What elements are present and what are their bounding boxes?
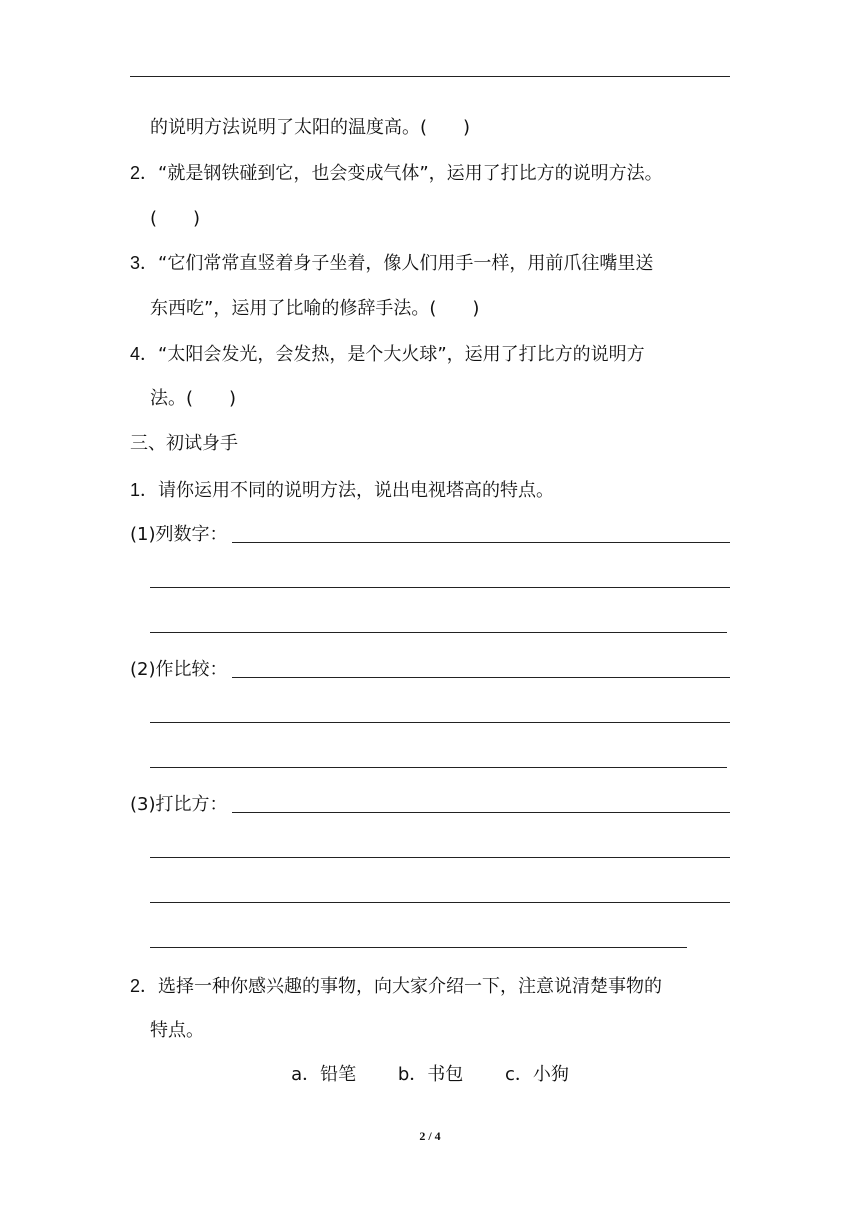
- statement-4-continuation: [150, 386, 236, 412]
- question-2: [130, 973, 662, 1000]
- answer-line[interactable]: [150, 767, 727, 768]
- statement-1-continuation: [150, 115, 470, 141]
- answer-line[interactable]: [232, 677, 730, 678]
- paren-close: ): [463, 117, 471, 138]
- statement-text: “太阳会发光，会发热，是个大火球”，运用了打比方的说明方: [158, 344, 645, 365]
- question-text: 选择一种你感兴趣的事物，向大家介绍一下，注意说清楚事物的: [158, 976, 663, 997]
- question-1: [130, 477, 554, 504]
- item-number: 2．: [130, 976, 159, 996]
- answer-line[interactable]: [150, 722, 730, 723]
- page-number: 2 / 4: [419, 1129, 441, 1143]
- statement-2: [130, 160, 663, 187]
- statement-text: “就是钢铁碰到它，也会变成气体”，运用了打比方的说明方法。: [158, 163, 663, 184]
- option-b: b．书包: [397, 1064, 464, 1085]
- option-c: c．小狗: [505, 1064, 569, 1085]
- section-heading: 三、初试身手: [130, 433, 238, 454]
- statement-3: [130, 250, 653, 277]
- answer-line[interactable]: [150, 947, 687, 948]
- answer-line[interactable]: [232, 812, 730, 813]
- item-number: 2．: [130, 163, 159, 183]
- sub-question-2-label: (2)作比较：: [130, 659, 228, 680]
- sub-question-3-label: (3)打比方：: [130, 794, 228, 815]
- answer-line[interactable]: [150, 632, 727, 633]
- item-number: 4．: [130, 344, 159, 364]
- statement-3-continuation: [150, 296, 479, 322]
- statement-text: 东西吃”，运用了比喻的修辞手法。(: [150, 298, 437, 319]
- item-number: 1．: [130, 480, 159, 500]
- paren-close: ): [229, 388, 237, 409]
- statement-text: 的说明方法说明了太阳的温度高。(: [150, 117, 428, 138]
- statement-text: 法。(: [150, 388, 194, 409]
- question-2-continuation: 特点。: [150, 1020, 204, 1041]
- option-a: a．铅笔: [291, 1064, 357, 1085]
- answer-line[interactable]: [232, 542, 730, 543]
- statement-4: [130, 341, 645, 368]
- answer-line[interactable]: [150, 857, 730, 858]
- item-number: 3．: [130, 253, 159, 273]
- option-list: [0, 1062, 860, 1088]
- paren-open: (: [150, 208, 158, 229]
- answer-line[interactable]: [150, 587, 730, 588]
- question-text: 请你运用不同的说明方法，说出电视塔高的特点。: [158, 480, 555, 501]
- header-rule: [130, 76, 730, 77]
- answer-line[interactable]: [150, 902, 730, 903]
- statement-2-answer: [150, 206, 200, 232]
- sub-question-1-label: (1)列数字：: [130, 524, 228, 545]
- statement-text: “它们常常直竖着身子坐着，像人们用手一样，用前爪往嘴里送: [158, 253, 654, 274]
- paren-close: ): [472, 298, 480, 319]
- paren-close: ): [193, 208, 201, 229]
